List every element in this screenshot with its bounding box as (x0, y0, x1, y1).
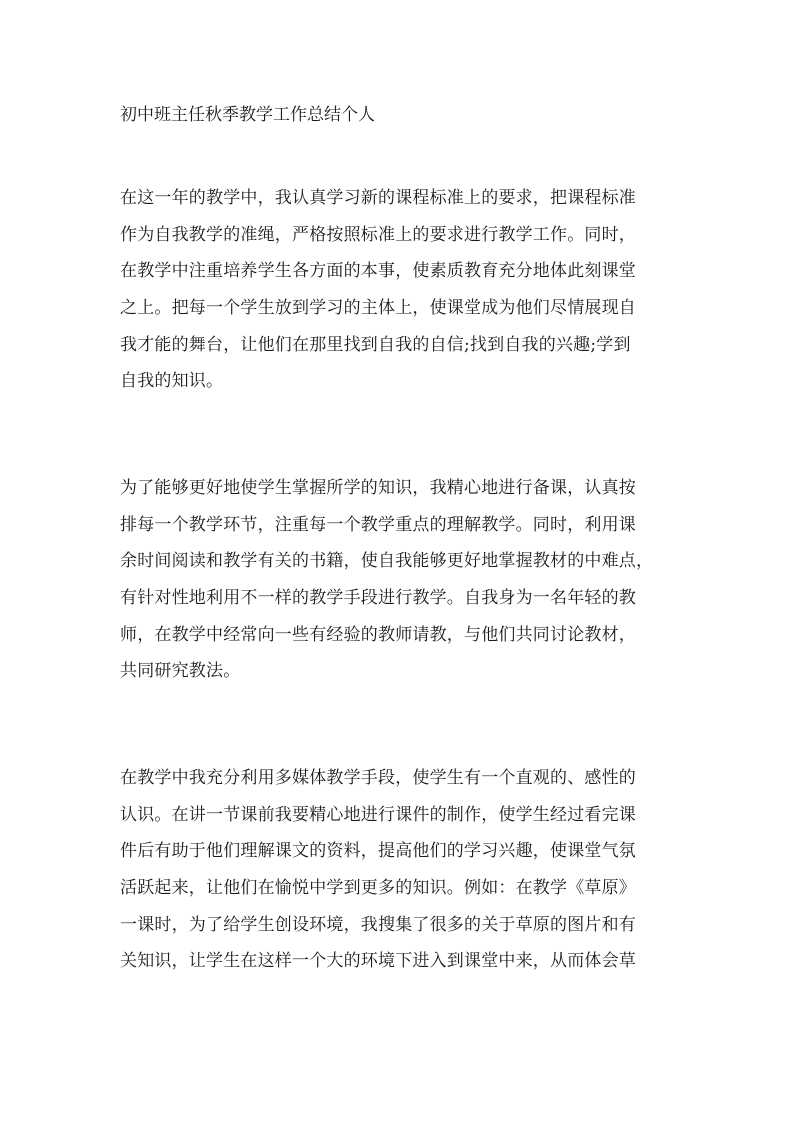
paragraph-line: 在教学中注重培养学生各方面的本事，使素质教育充分地体此刻课堂 (120, 261, 636, 282)
paragraph-line: 关知识，让学生在这样一个大的环境下进入到课堂中来，从而体会草 (120, 951, 636, 972)
paragraph-3 (120, 760, 680, 980)
paragraph-line: 我才能的舞台，让他们在那里找到自我的自信;找到自我的兴趣;学到 (120, 334, 631, 355)
paragraph-line: 一课时，为了给学生创设环境，我搜集了很多的关于草原的图片和有 (120, 914, 636, 935)
paragraph-line: 有针对性地利用不一样的教学手段进行教学。自我身为一名年轻的教 (120, 588, 636, 609)
paragraph-line: 活跃起来，让他们在愉悦中学到更多的知识。例如：在教学《草原》 (120, 878, 636, 899)
paragraph-line: 师，在教学中经常向一些有经验的教师请教，与他们共同讨论教材， (120, 624, 636, 645)
paragraph-line: 作为自我教学的准绳，严格按照标准上的要求进行教学工作。同时， (120, 224, 636, 245)
paragraph-line: 为了能够更好地使学生掌握所学的知识，我精心地进行备课，认真按 (120, 478, 636, 498)
paragraph-line: 余时间阅读和教学有关的书籍，使自我能够更好地掌握教材的中难点， (120, 551, 654, 572)
paragraph-line: 在教学中我充分利用多媒体教学手段，使学生有一个直观的、感性的 (120, 768, 636, 788)
paragraph-line: 在这一年的教学中，我认真学习新的课程标准上的要求，把课程标准 (120, 188, 636, 208)
paragraph-line: 件后有助于他们理解课文的资料，提高他们的学习兴趣，使课堂气氛 (120, 841, 636, 862)
paragraph-line: 共同研究教法。 (120, 661, 241, 682)
paragraph-line: 之上。把每一个学生放到学习的主体上，使课堂成为他们尽情展现自 (120, 298, 636, 319)
paragraph-1 (120, 180, 680, 400)
paragraph-line: 认识。在讲一节课前我要精心地进行课件的制作，使学生经过看完课 (120, 804, 636, 825)
paragraph-line: 自我的知识。 (120, 371, 224, 392)
document-title: 初中班主任秋季教学工作总结个人 (120, 105, 375, 125)
paragraph-line: 排每一个教学环节，注重每一个教学重点的理解教学。同时，利用课 (120, 514, 636, 535)
paragraph-2 (120, 470, 680, 690)
